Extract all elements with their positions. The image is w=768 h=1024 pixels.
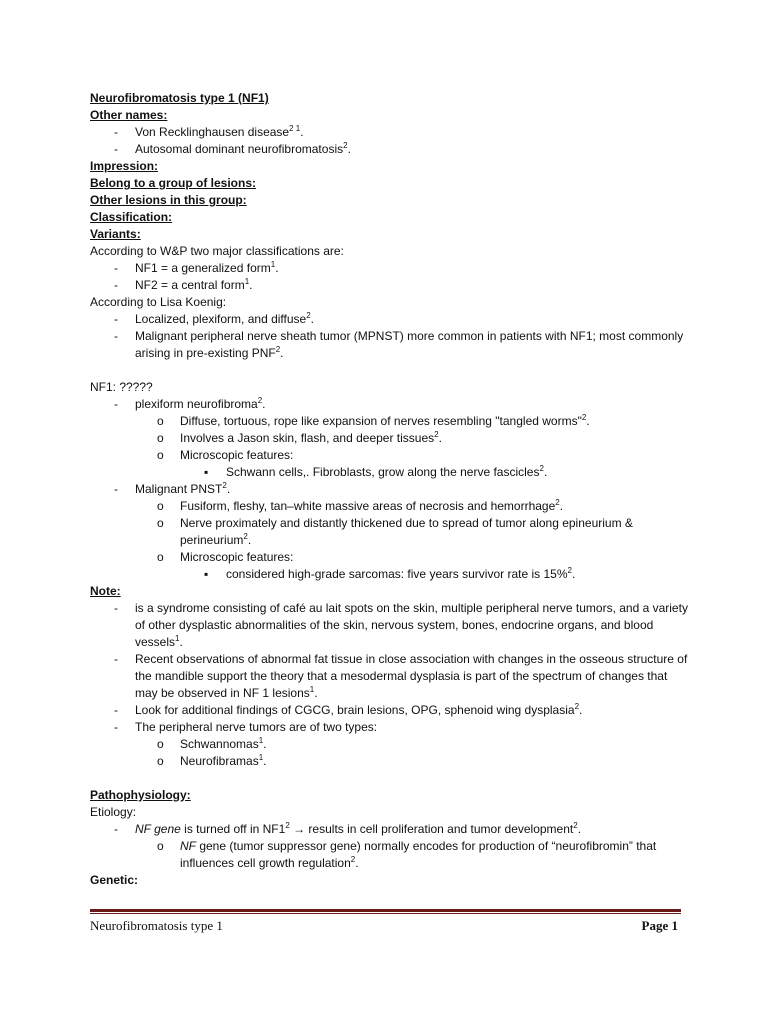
page-number: Page 1	[641, 918, 678, 933]
list-item: o NF gene (tumor suppressor gene) normally encodes for production of “neurofibromin” that influences cell growth regulation$^2$.	[157, 839, 657, 870]
list-item: o Microscopic features:	[157, 550, 294, 564]
list-item: o Involves a Jason skin, flash, and deeper tissues$^2$.	[157, 430, 442, 445]
list-item: o Diffuse, tortuous, rope like expansion of nerves resembling "tangled worms"$^2$.	[157, 413, 590, 428]
footer-title: Neurofibromatosis type 1	[90, 918, 223, 933]
list-item: - Look for additional findings of CGCG, brain lesions, OPG, sphenoid wing dysplasia$^2$.	[114, 702, 583, 717]
other-lesions-heading: Other lesions in this group:	[90, 193, 247, 207]
list-item: - Localized, plexiform, and diffuse$^2$.	[114, 311, 315, 326]
etiology-label: Etiology:	[90, 805, 137, 819]
page-title: Neurofibromatosis type 1 (NF1)	[90, 91, 269, 105]
list-item: - NF1 = a generalized form$^1$.	[114, 260, 279, 275]
list-item: - NF gene is turned off in $NF1^2$ → results in cell proliferation and tumor development$^2$.	[114, 821, 582, 836]
list-item: - Von Recklinghausen disease$^{2 1}$.	[114, 124, 304, 139]
spacer	[90, 770, 690, 787]
belong-heading: Belong to a group of lesions:	[90, 176, 256, 190]
pathophysiology-heading: Pathophysiology:	[90, 788, 191, 802]
list-item: - Autosomal dominant neurofibromatosis$^2$.	[114, 141, 351, 156]
list-item: o Microscopic features:	[157, 448, 294, 462]
variants-heading: Variants:	[90, 227, 141, 241]
classification-heading: Classification:	[90, 210, 173, 224]
list-item: - plexiform neurofibroma$^2$.	[114, 396, 266, 411]
wp-intro: According to W&P two major classifications are:	[90, 244, 344, 258]
list-item: o Fusiform, fleshy, tan–white massive areas of necrosis and hemorrhage$^2$.	[157, 498, 564, 513]
footer-rule	[90, 909, 681, 912]
spacer	[90, 362, 690, 379]
list-item: - Malignant PNST$^2$.	[114, 481, 231, 496]
list-item: - The peripheral nerve tumors are of two types:	[114, 720, 378, 734]
note-heading: Note:	[90, 584, 121, 598]
list-item: - is a syndrome consisting of café au lait spots on the skin, multiple peripheral nerve tumors, and a variety of other dysplastic abnormalities of the skin, nervous system, bones, endocrine organs, and blood vessels$^1$.	[114, 601, 688, 649]
list-item: ▪ considered high-grade sarcomas: five years survivor rate is 15%$^2$.	[204, 566, 576, 581]
list-item: - Malignant peripheral nerve sheath tumor (MPNST) more common in patients with NF1; most commonly arising in pre-existing PNF$^2$.	[114, 329, 684, 360]
koenig-intro: According to Lisa Koenig:	[90, 295, 227, 309]
document-body	[90, 90, 690, 889]
list-item: - NF2 = a central form$^1$.	[114, 277, 253, 292]
list-item: o Nerve proximately and distantly thickened due to spread of tumor along epineurium & perineurium$^2$.	[157, 516, 633, 547]
nf1-label: NF1: ?????	[90, 380, 153, 394]
list-item: ▪ Schwann cells,. Fibroblasts, grow along the nerve fascicles$^2$.	[204, 464, 548, 479]
list-item: o Neurofibramas$^1$.	[157, 753, 267, 768]
list-item: o Schwannomas$^1$.	[157, 736, 267, 751]
genetic-label: Genetic:	[90, 873, 139, 887]
other-names-heading: Other names:	[90, 108, 168, 122]
list-item: - Recent observations of abnormal fat tissue in close association with changes in the osseous structure of the mandible support the theory that a mesodermal dysplasia is part of the spectrum of changes that may be observed in NF 1 lesions$^1$.	[114, 652, 688, 700]
impression-heading: Impression:	[90, 159, 159, 173]
footer-rule-thin	[90, 913, 681, 914]
